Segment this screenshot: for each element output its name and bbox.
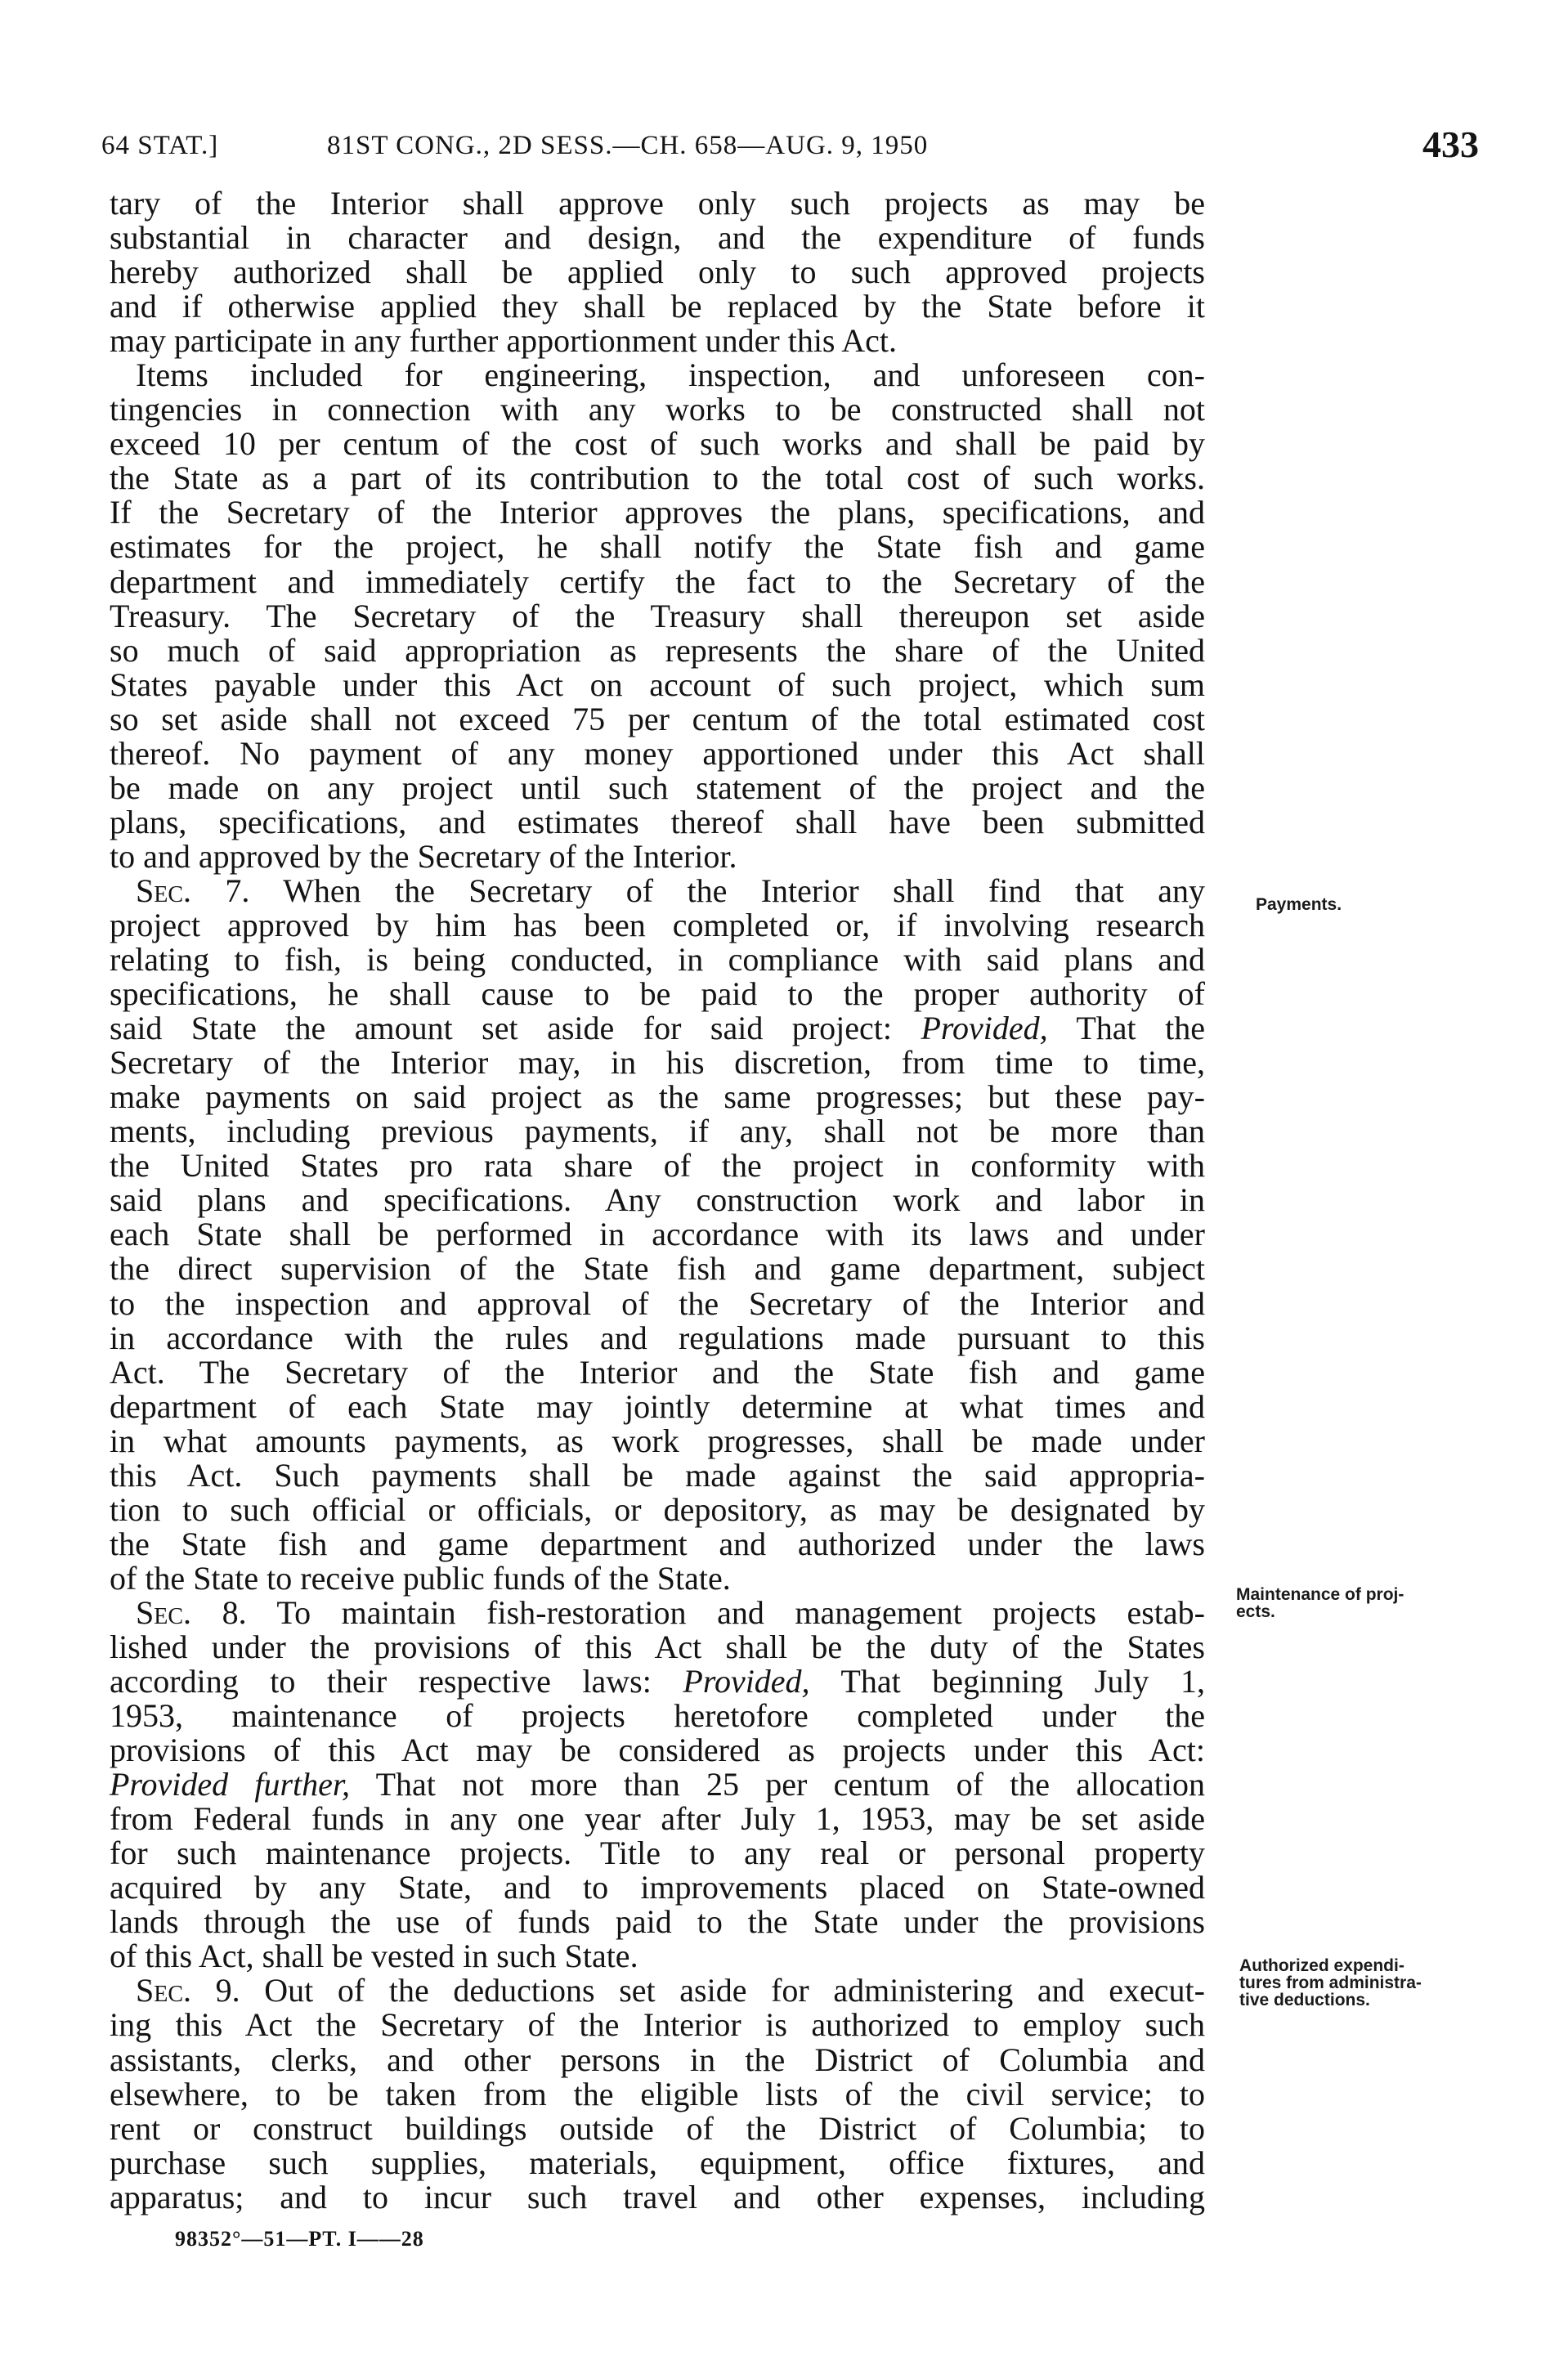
text-line (110, 2146, 1205, 2180)
line-text: purchase such supplies, materials, equipment, office fixtures, and (110, 2144, 1205, 2181)
line-text: apparatus; and to incur such travel and other expenses, including (110, 2178, 1205, 2215)
text-line (110, 530, 1205, 564)
text-line (110, 427, 1205, 461)
text-line (110, 1355, 1205, 1390)
line-text: thereof. No payment of any money apportioned under this Act shall (110, 734, 1205, 772)
line-text: lished under the provisions of this Act shall be the duty of the States (110, 1628, 1205, 1665)
text-line (110, 1458, 1205, 1493)
line-text: Treasury. The Secretary of the Treasury shall thereupon set aside (110, 597, 1205, 634)
line-text: the direct supervision of the State fish and game department, subject (110, 1250, 1205, 1288)
text-line (110, 2180, 1205, 2215)
text-line (110, 461, 1205, 495)
text-line (110, 324, 1205, 358)
line-text: hereby authorized shall be applied only to such approved projects (110, 253, 1205, 291)
line-text: so much of said appropriation as represents the share of the United (110, 631, 1205, 669)
statute-body-text (110, 186, 1205, 2215)
line-text: specifications, he shall cause to be paid to the proper authority of (110, 975, 1205, 1013)
text-line (110, 1802, 1205, 1836)
line-text: tion to such official or officials, or depository, as may be designated by (110, 1490, 1205, 1528)
text-line (110, 289, 1205, 324)
text-line (110, 734, 1205, 772)
signature-mark-footer: 98352°—51—PT. I——28 (175, 2227, 424, 2251)
text-line (110, 1490, 1205, 1528)
line-text: this Act. Such payments shall be made against the said appropria- (110, 1456, 1205, 1494)
line-text: each State shall be performed in accordance with its laws and under (110, 1216, 1205, 1253)
margin-note-line: Payments. (1256, 895, 1342, 914)
line-text: from Federal funds in any one year after July 1, 1953, may be set aside (110, 1800, 1205, 1838)
line-text: exceed 10 per centum of the cost of such works and shall be paid by (110, 425, 1205, 463)
italic-proviso: Provided, (921, 1010, 1048, 1047)
line-text: Act. The Secretary of the Interior and the State fish and game (110, 1353, 1205, 1391)
line-text: the State fish and game department and authorized under the laws (110, 1525, 1205, 1562)
line-text: relating to fish, is being conducted, in compliance with said plans and (110, 941, 1205, 979)
line-text: plans, specifications, and estimates thereof shall have been submitted (110, 803, 1205, 840)
running-head (0, 0, 1568, 188)
line-text: to the inspection and approval of the Secretary of the Interior and (110, 1284, 1205, 1322)
text-line (110, 1114, 1205, 1149)
text-line (110, 2008, 1205, 2042)
text-line (110, 908, 1205, 943)
line-text: in accordance with the rules and regulations made pursuant to this (110, 1319, 1205, 1356)
session-chapter-date: 81ST CONG., 2D SESS.—CH. 658—AUG. 9, 1950 (327, 131, 929, 160)
margin-note-payments (1256, 896, 1501, 913)
margin-note-authorized-expenditures (1239, 1957, 1485, 2009)
line-text: To maintain fish-restoration and management projects estab- (246, 1593, 1205, 1631)
line-text: make payments on said project as the same progresses; but these pay- (110, 1078, 1205, 1116)
line-text: department of each State may jointly determine at what times and (110, 1387, 1205, 1425)
line-text: When the Secretary of the Interior shall find that any (249, 871, 1205, 909)
text-line (110, 702, 1205, 737)
text-line (110, 1011, 1205, 1046)
line-text: States payable under this Act on account of such project, which sum (110, 665, 1205, 703)
line-text: ments, including previous payments, if any, shall not be more than (110, 1113, 1205, 1150)
line-text: be made on any project until such statement of the project and the (110, 768, 1205, 806)
text-line (110, 1630, 1205, 1664)
line-text-tail: That the (1047, 1010, 1205, 1047)
line-text: If the Secretary of the Interior approves the plans, specifications, and (110, 494, 1205, 531)
text-line (110, 1527, 1205, 1561)
line-text: 1953, maintenance of projects heretofore completed under the (110, 1697, 1205, 1735)
margin-note-line: Maintenance of proj- (1236, 1585, 1404, 1604)
line-text: said plans and specifications. Any construction work and labor in (110, 1181, 1205, 1219)
text-line (110, 943, 1205, 977)
text-line (110, 2043, 1205, 2077)
line-text: department and immediately certify the fact to the Secretary of the (110, 562, 1205, 600)
line-text: of the State to receive public funds of the State. (110, 1559, 731, 1597)
text-line (110, 1183, 1205, 1217)
text-line (110, 1973, 1205, 2008)
line-text-tail: That beginning July 1, (809, 1663, 1205, 1700)
margin-note-line: Authorized expendi- (1239, 1956, 1404, 1975)
text-line (110, 1939, 1205, 1973)
text-line (110, 1870, 1205, 1905)
line-text: estimates for the project, he shall notify the State fish and game (110, 528, 1205, 566)
text-line (110, 2077, 1205, 2112)
line-text: the State as a part of its contribution to the total cost of such works. (110, 459, 1205, 497)
margin-note-line: tures from administra- (1239, 1973, 1422, 1992)
statute-volume-reference: 64 STAT.] (101, 131, 219, 160)
line-text: in what amounts payments, as work progresses, shall be made under (110, 1422, 1205, 1459)
text-line (110, 1252, 1205, 1286)
section-number: Sec. 8. (136, 1593, 247, 1631)
margin-note-line: tive deductions. (1239, 1991, 1370, 2009)
page-number: 433 (1422, 123, 1479, 165)
margin-note-line: ects. (1236, 1602, 1275, 1621)
line-text: rent or construct buildings outside of the District of Columbia; to (110, 2109, 1205, 2147)
line-text: assistants, clerks, and other persons in the District of Columbia and (110, 2041, 1205, 2078)
text-line (110, 392, 1205, 427)
text-line (110, 1593, 1205, 1631)
line-text: to and approved by the Secretary of the Interior. (110, 837, 737, 875)
text-line (110, 871, 1205, 909)
line-text: Items included for engineering, inspection, and unforeseen con- (136, 356, 1205, 394)
text-line (110, 186, 1205, 221)
text-line (110, 665, 1205, 703)
text-line (110, 768, 1205, 806)
line-text: and if otherwise applied they shall be replaced by the State before it (110, 288, 1205, 325)
line-text: the United States pro rata share of the project in conformity with (110, 1147, 1205, 1185)
line-text: elsewhere, to be taken from the eligible lists of the civil service; to (110, 2075, 1205, 2112)
text-line (110, 255, 1205, 289)
text-line (110, 1217, 1205, 1252)
text-line (110, 837, 1205, 875)
section-number: Sec. 7. (136, 871, 250, 909)
text-line (110, 221, 1205, 255)
line-text: Out of the deductions set aside for administering and execut- (240, 1972, 1205, 2009)
text-line (110, 1561, 1205, 1596)
line-text: of this Act, shall be vested in such State. (110, 1938, 638, 1975)
line-text: may participate in any further apportionment under this Act. (110, 322, 898, 360)
line-text: for such maintenance projects. Title to any real or personal property (110, 1835, 1205, 1872)
text-line (110, 805, 1205, 840)
text-line (110, 1664, 1205, 1699)
line-text: according to their respective laws: (110, 1663, 683, 1700)
text-line (110, 1387, 1205, 1425)
text-line (110, 1046, 1205, 1080)
italic-proviso: Provided, (683, 1663, 810, 1700)
text-line (110, 562, 1205, 600)
margin-note-maintenance (1236, 1586, 1481, 1620)
text-line (110, 1905, 1205, 1939)
line-text: Secretary of the Interior may, in his discretion, from time to time, (110, 1044, 1205, 1082)
text-line (110, 1321, 1205, 1355)
line-text: lands through the use of funds paid to the State under the provisions (110, 1903, 1205, 1941)
line-text: said State the amount set aside for said project: (110, 1010, 921, 1047)
line-text: provisions of this Act may be considered as projects under this Act: (110, 1732, 1205, 1769)
text-line (110, 1733, 1205, 1767)
line-text: substantial in character and design, and the expenditure of funds (110, 219, 1205, 257)
line-text: tary of the Interior shall approve only such projects as may be (110, 185, 1205, 222)
line-text: acquired by any State, and to improvements placed on State-owned (110, 1869, 1205, 1906)
line-text-tail: That not more than 25 per centum of the allocation (350, 1766, 1205, 1803)
text-line (110, 1424, 1205, 1458)
line-text: project approved by him has been completed or, if involving research (110, 906, 1205, 943)
text-line (110, 1767, 1205, 1802)
text-line (110, 1699, 1205, 1733)
line-text: ing this Act the Secretary of the Interior is authorized to employ such (110, 2006, 1205, 2044)
line-text: so set aside shall not exceed 75 per centum of the total estimated cost (110, 700, 1205, 737)
text-line (110, 599, 1205, 634)
text-line (110, 1080, 1205, 1114)
text-line (110, 1149, 1205, 1183)
line-text: tingencies in connection with any works to be constructed shall not (110, 391, 1205, 428)
text-line (110, 358, 1205, 392)
text-line (110, 977, 1205, 1011)
text-line (110, 1284, 1205, 1322)
text-line (110, 1836, 1205, 1870)
italic-proviso: Provided further, (110, 1766, 351, 1803)
section-number: Sec. 9. (136, 1972, 240, 2009)
text-line (110, 631, 1205, 669)
text-line (110, 2109, 1205, 2147)
text-line (110, 495, 1205, 530)
